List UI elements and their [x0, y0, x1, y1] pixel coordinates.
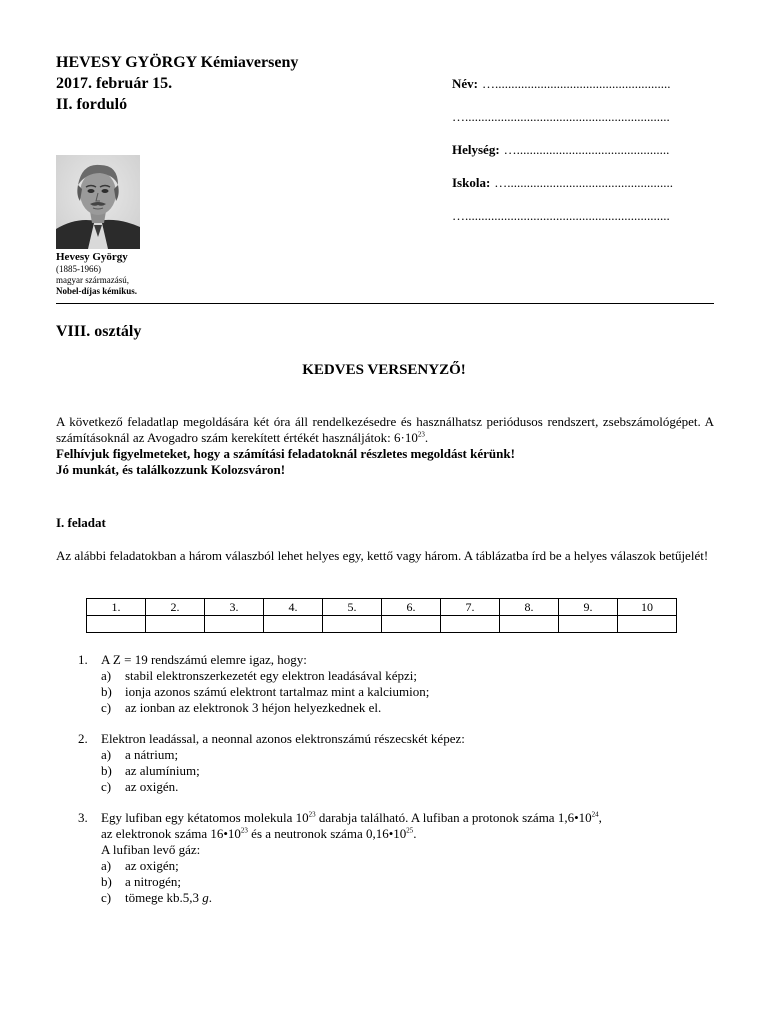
option-letter: a): [101, 747, 112, 762]
option-text: a nátrium;: [125, 747, 179, 762]
intro-text-main: A következő feladatlap megoldására két óra áll rendelkezésedre és használhatsz periódusos rendszert, zsebszámológépet. A számításoknál az Avogadro szám kerekített értékét használjátok: 6·10: [56, 414, 714, 445]
header-divider: [56, 303, 714, 304]
stem-exponent: 23: [240, 826, 248, 835]
answer-option: [101, 779, 714, 795]
school-blank-2[interactable]: …...............................................................: [452, 208, 670, 223]
answer-option: [101, 684, 714, 700]
question-number: 3.: [78, 810, 88, 825]
option-letter: c): [101, 700, 112, 715]
intro-text: [56, 414, 714, 478]
answer-cell[interactable]: [264, 616, 323, 633]
answer-cell[interactable]: [618, 616, 677, 633]
answer-option: [101, 874, 714, 890]
stem-text: Egy lufiban egy kétatomos molekula 10: [101, 810, 309, 825]
stem-text: ,: [598, 810, 602, 825]
question-number: 2.: [78, 731, 88, 746]
name-field[interactable]: [452, 76, 673, 109]
school-field[interactable]: [452, 175, 673, 208]
caption-title: Nobel-díjas kémikus.: [56, 286, 138, 296]
option-text: ionja azonos számú elektront tartalmaz mint a kalciumion;: [125, 684, 430, 699]
question-stem-line: A lufiban levő gáz:: [101, 842, 201, 857]
answer-table-input-row: [87, 616, 677, 633]
answer-table-header-cell: 6.: [382, 599, 441, 616]
answer-table-header-cell: 9.: [559, 599, 618, 616]
answer-option: [101, 668, 714, 684]
student-info-fields: [452, 76, 673, 241]
competition-title: [56, 52, 298, 73]
answer-option: [101, 747, 714, 763]
hevesy-portrait-image: [56, 155, 140, 249]
option-letter: b): [101, 684, 112, 699]
option-text: az alumínium;: [125, 763, 200, 778]
option-text: a nitrogén;: [125, 874, 181, 889]
answer-cell[interactable]: [87, 616, 146, 633]
school-label: Iskola:: [452, 175, 491, 190]
answer-cell[interactable]: [500, 616, 559, 633]
town-label: Helység:: [452, 142, 500, 157]
intro-bold-note: Felhívjuk figyelmeteket, hogy a számítási feladatoknál részletes megoldást kérünk!: [56, 446, 515, 461]
answer-table-header-cell: 5.: [323, 599, 382, 616]
intro-bold-wish: Jó munkát, és találkozzunk Kolozsváron!: [56, 462, 286, 477]
question-number: 1.: [78, 652, 88, 667]
caption-origin: magyar származású,: [56, 275, 129, 285]
option-letter: b): [101, 874, 112, 889]
answer-table: [86, 598, 677, 633]
answer-cell[interactable]: [205, 616, 264, 633]
stem-text: és a neutronok száma 0,16•10: [247, 826, 407, 841]
answer-table-header-cell: 8.: [500, 599, 559, 616]
competition-name: HEVESY GYÖRGY: [56, 54, 197, 71]
question-stem: A Z = 19 rendszámú elemre igaz, hogy:: [101, 652, 307, 667]
option-text-end: .: [208, 890, 213, 905]
answer-table-header-cell: 1.: [87, 599, 146, 616]
stem-exponent: 23: [308, 810, 316, 819]
stem-text: .: [413, 826, 417, 841]
competition-type: Kémiaverseny: [196, 54, 299, 71]
answer-table-header-cell: 3.: [205, 599, 264, 616]
intro-text-end: .: [424, 430, 429, 445]
section-title: I. feladat: [56, 515, 106, 530]
option-text: az oxigén.: [125, 779, 179, 794]
option-text: az ionban az elektronok 3 héjon helyezkednek el.: [125, 700, 382, 715]
mass-unit: g: [202, 890, 209, 905]
answer-table-header-cell: 4.: [264, 599, 323, 616]
town-field[interactable]: [452, 142, 673, 175]
name-field-continued[interactable]: [452, 109, 673, 142]
school-field-continued[interactable]: [452, 208, 673, 241]
avogadro-exponent: 23: [417, 430, 425, 439]
section-instruction: Az alábbi feladatokban a három válaszból lehet helyes egy, kettő vagy három. A táblázatba írd be a helyes válaszok betűjelét!: [56, 548, 709, 563]
option-letter: c): [101, 779, 112, 794]
school-blank[interactable]: …...................................................: [494, 175, 674, 190]
answer-cell[interactable]: [559, 616, 618, 633]
question-stem-line: [101, 826, 714, 842]
answer-cell[interactable]: [382, 616, 441, 633]
question-list: [78, 652, 714, 921]
question-item: [78, 810, 714, 906]
option-letter: c): [101, 890, 112, 905]
answer-cell[interactable]: [441, 616, 500, 633]
option-text: stabil elektronszerkezetét egy elektron leadásával képzi;: [125, 668, 417, 683]
stem-exponent: 24: [591, 810, 599, 819]
competition-date: 2017. február 15.: [56, 75, 173, 92]
name-blank-2[interactable]: …...............................................................: [452, 109, 670, 124]
greeting-heading: KEDVES VERSENYZŐ!: [302, 362, 466, 378]
option-letter: b): [101, 763, 112, 778]
grade-heading: VIII. osztály: [56, 323, 142, 340]
competition-round: II. forduló: [56, 96, 128, 113]
answer-table-header-cell: 10: [618, 599, 677, 616]
answer-option: [101, 890, 714, 906]
town-blank[interactable]: …...............................................: [503, 142, 670, 157]
caption-years: (1885-1966): [56, 264, 101, 274]
question-item: [78, 731, 714, 795]
competition-header: [56, 52, 298, 115]
option-letter: a): [101, 858, 112, 873]
answer-cell[interactable]: [146, 616, 205, 633]
answer-cell[interactable]: [323, 616, 382, 633]
stem-text: darabja található. A lufiban a protonok száma 1,6•10: [315, 810, 592, 825]
intro-paragraph: [56, 414, 714, 446]
answer-option: [101, 858, 714, 874]
caption-name: Hevesy György: [56, 251, 128, 263]
answer-table-header-cell: 7.: [441, 599, 500, 616]
portrait-caption: [56, 251, 137, 297]
option-letter: a): [101, 668, 112, 683]
answer-table-header-cell: 2.: [146, 599, 205, 616]
stem-text: az elektronok száma 16•10: [101, 826, 241, 841]
stem-exponent: 25: [406, 826, 414, 835]
name-blank[interactable]: …......................................................: [482, 76, 671, 91]
option-text: tömege kb.5,3: [125, 890, 203, 905]
question-stem: Elektron leadással, a neonnal azonos elektronszámú részecskét képez:: [101, 731, 465, 746]
answer-option: [101, 700, 714, 716]
answer-option: [101, 763, 714, 779]
answer-table-header-row: [87, 599, 677, 616]
name-label: Név:: [452, 76, 478, 91]
question-stem-line: [101, 810, 714, 826]
option-text: az oxigén;: [125, 858, 179, 873]
question-item: [78, 652, 714, 716]
